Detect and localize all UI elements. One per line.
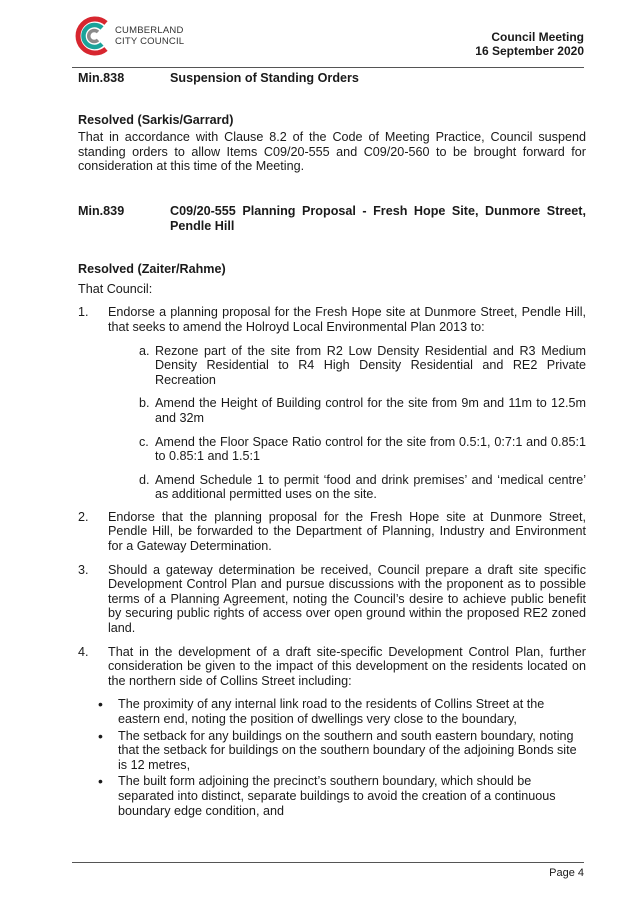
bullet-text: The proximity of any internal link road to the residents of Collins Street at the eastern end, noting the position of dwellings very close to the boundary, — [118, 697, 545, 726]
sub-item-letter: b. — [139, 396, 150, 411]
item-number: 4. — [78, 644, 89, 659]
minute-number: Min.838 — [78, 71, 125, 85]
sub-item-letter: c. — [139, 434, 149, 449]
bullet-icon: • — [98, 696, 103, 713]
resolved-heading: Resolved (Sarkis/Garrard) — [78, 112, 234, 127]
sub-item-text: Rezone part of the site from R2 Low Density Residential and R3 Medium Density Residential to R4 High Density Residential and RE2 Private Recreation — [155, 343, 586, 387]
sub-item-text: Amend Schedule 1 to permit ‘food and drink premises’ and ‘medical centre’ as additional permitted uses on the site. — [155, 472, 586, 502]
minute-number: Min.839 — [78, 203, 125, 218]
item-text: Should a gateway determination be received, Council prepare a draft site specific Development Control Plan and pursue discussions with the proponent as to possible terms of a Planning Agreement, noting the Council’s desire to achieve public benefit by securing public rights of access over open ground within the proposed RE2 zoned land. — [108, 562, 586, 636]
minute-title: Suspension of Standing Orders — [170, 71, 359, 85]
resolved-heading: Resolved (Zaiter/Rahme) — [78, 262, 226, 277]
council-logo — [72, 14, 212, 58]
logo-mark-icon — [72, 14, 114, 58]
bullet-icon: • — [98, 773, 103, 790]
item-text: Endorse a planning proposal for the Fresh Hope site at Dunmore Street, Pendle Hill, that seeks to amend the Holroyd Local Environmental Plan 2013 to: — [108, 305, 586, 334]
resolution-text: That in accordance with Clause 8.2 of the Code of Meeting Practice, Council suspend standing orders to allow Items C09/20-555 and C09/20-560 to be brought forward for consideration at this time of the Meeting. — [78, 130, 586, 174]
logo-line-2: CITY COUNCIL — [115, 36, 185, 47]
bullet-item — [98, 729, 586, 773]
item-number: 3. — [78, 562, 89, 577]
sub-item — [139, 435, 586, 464]
meeting-header — [475, 30, 584, 58]
footer-rule — [72, 862, 584, 863]
bullet-item — [98, 697, 586, 726]
bullet-item — [98, 774, 586, 818]
bullet-icon: • — [98, 727, 103, 744]
meeting-date: 16 September 2020 — [475, 44, 584, 58]
sub-item-letter: d. — [139, 472, 150, 487]
bullet-text: The setback for any buildings on the southern and south eastern boundary, noting that the setback for buildings on the southern boundary of the adjoining Bonds site is 12 metres, — [118, 728, 577, 772]
sub-item-text: Amend the Height of Building control for the site from 9m and 11m to 12.5m and 32m — [155, 396, 586, 425]
page-number: Page 4 — [549, 867, 584, 879]
logo-line-1: CUMBERLAND — [115, 25, 184, 36]
list-item — [78, 563, 586, 636]
item-number: 2. — [78, 509, 89, 524]
minute-838-heading — [78, 71, 586, 86]
sub-item — [139, 473, 586, 502]
sub-item — [139, 396, 586, 425]
item-text: That in the development of a draft site-specific Development Control Plan, further consideration be given to the impact of this development on the residents located on the northern side of Collins Street including: — [108, 644, 586, 688]
minute-839-heading — [78, 204, 586, 233]
sub-item-letter: a. — [139, 343, 150, 358]
list-item — [78, 645, 586, 689]
meeting-title: Council Meeting — [491, 30, 584, 44]
bullet-text: The built form adjoining the precinct’s southern boundary, which should be separated into distinct, separate buildings to avoid the creation of a continuous boundary edge condition, and — [118, 774, 556, 818]
list-item — [78, 510, 586, 554]
minute-title: C09/20-555 Planning Proposal - Fresh Hope Site, Dunmore Street, Pendle Hill — [170, 203, 586, 233]
sub-item — [139, 344, 586, 388]
list-item — [78, 305, 586, 334]
item-text: Endorse that the planning proposal for the Fresh Hope site at Dunmore Street, Pendle Hill, be forwarded to the Department of Planning, Industry and Environment for a Gateway Determination. — [108, 509, 586, 554]
item-number: 1. — [78, 305, 89, 320]
minutes-content — [78, 68, 586, 818]
sub-item-text: Amend the Floor Space Ratio control for the site from 0.5:1, 0:7:1 and 0.85:1 to 0.85:1 and 1.5:1 — [155, 434, 586, 464]
logo-text — [115, 25, 184, 47]
resolution-intro: That Council: — [78, 281, 153, 296]
